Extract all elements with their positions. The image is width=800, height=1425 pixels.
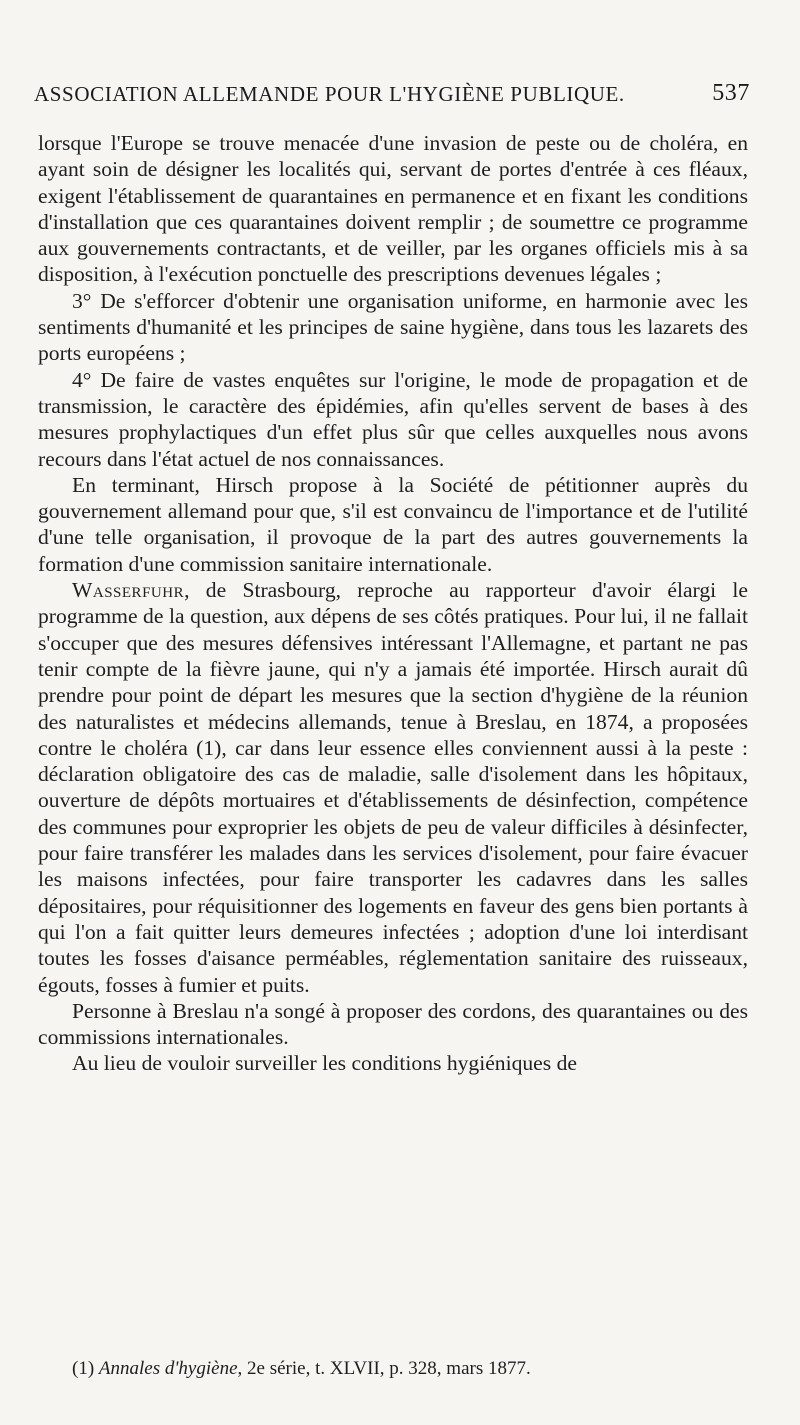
footnote-details: , 2e série, t. XLVII, p. 328, mars 1877.	[237, 1358, 531, 1379]
paragraph-final: Au lieu de vouloir surveiller les conditions hygiéniques de	[72, 1051, 577, 1076]
paragraph-wasserfuhr-text: , de Strasbourg, reproche au rapporteur d'avoir élargi le programme de la question, aux dépens de ses côtés pratiques. Pour lui, il ne fallait s'occuper que des mesures défensives intéressant l'Allemagne, et partant ne pas tenir compte de la fièvre jaune, qui n'y a jamais été importée. Hirsch aurait dû prendre pour point de départ les mesures que la section d'hygiène de la réunion des naturalistes et médecins allemands, tenue à Breslau, en 1874, a proposées contre le choléra (1), car dans leur essence elles conviennent aussi à la peste : déclaration obligatoire des cas de maladie, salle d'isolement dans les hôpitaux, ouverture de dépôts mortuaires et d'établissements de désinfection, compétence des communes pour exproprier les objets de peu de valeur difficiles à désinfecter, pour faire transférer les malades dans les services d'isolement, pour faire évacuer les maisons infectées, pour faire transporter les cadavres dans les salles dépositaires, pour réquisitionner des logements en faveur des gens bien portants à qui l'on a fait quitter leurs demeures infectées ; adoption d'une loi interdisant toutes les fosses d'aisance perméables, réglementation sanitaire des ruisseaux, égouts, fosses à fumier et puits.	[38, 578, 748, 997]
header-title: ASSOCIATION ALLEMANDE POUR L'HYGIÈNE PUBLIQUE.	[34, 82, 625, 106]
footnote-source: Annales d'hygiène	[98, 1358, 238, 1379]
paragraph-item-4: 4° De faire de vastes enquêtes sur l'origine, le mode de propagation et de transmission, le caractère des épidémies, afin qu'elles servent de bases à des mesures prophylactiques d'un effet plus sûr que celles auxquelles nous avons recours dans l'état actuel de nos connaissances.	[38, 367, 748, 471]
paragraph-hirsch-conclusion: En terminant, Hirsch propose à la Société de pétitionner auprès du gouvernement allemand pour que, s'il est convaincu de l'importance et de l'utilité d'une telle organisation, il provoque de la part des autres gouvernements la formation d'une commission sanitaire internationale.	[38, 472, 748, 576]
speaker-name: Wasserfuhr	[72, 578, 185, 603]
running-header	[34, 82, 750, 116]
paragraph-item-3: 3° De s'efforcer d'obtenir une organisation uniforme, en harmonie avec les sentiments d'humanité et les principes de saine hygiène, dans tous les lazarets des ports européens ;	[38, 288, 748, 366]
paragraph-continuation: lorsque l'Europe se trouve menacée d'une invasion de peste ou de choléra, en ayant soin de désigner les localités qui, servant de portes d'entrée à ces fléaux, exigent l'établissement de quarantaines en permanence et en fixant les conditions d'installation que ces quarantaines doivent remplir ; de soumettre ce programme aux gouvernements contractants, et de veiller, par les organes officiels mis à sa disposition, à l'exécution ponctuelle des prescriptions devenues légales ;	[38, 131, 748, 287]
footnote-marker: (1)	[72, 1358, 95, 1379]
paragraph-breslau: Personne à Breslau n'a songé à proposer des cordons, des quarantaines ou des commissions internationales.	[38, 998, 748, 1050]
paragraph-wasserfuhr	[38, 577, 748, 998]
body-text	[38, 130, 748, 1077]
footnote	[72, 1358, 672, 1380]
page-number: 537	[712, 80, 750, 106]
